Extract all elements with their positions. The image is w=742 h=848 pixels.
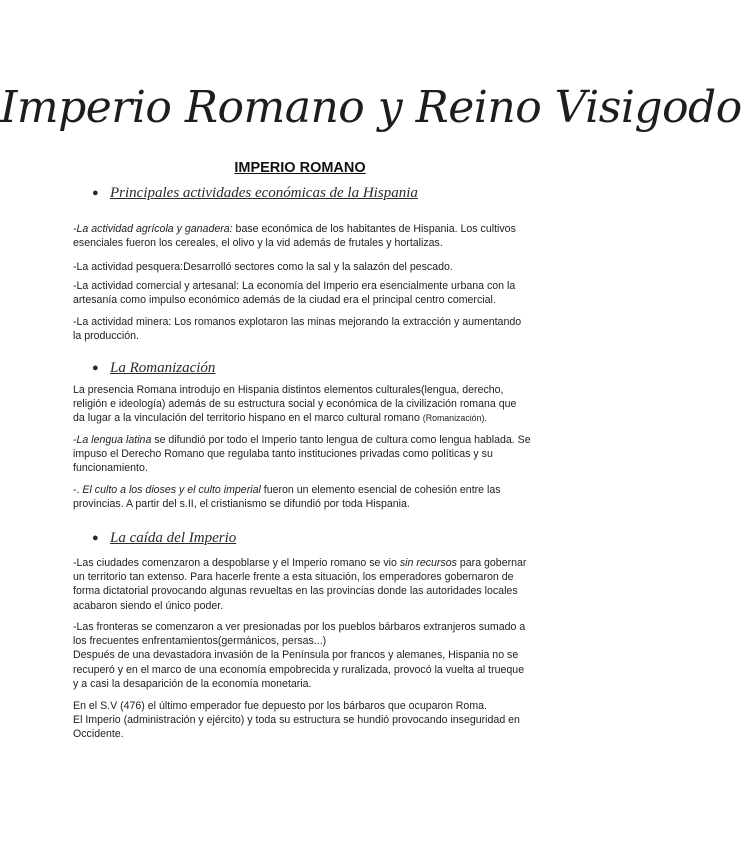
paragraph-agricola	[73, 222, 531, 250]
paragraph-culto-text: fueron un elemento esencial de cohesión entre las provincias. A partir del s.II, el cristianismo se difundió por toda Hispania.	[73, 484, 501, 511]
paragraph-fronteras-line-b: Después de una devastadora invasión de la Península por francos y alemanes, Hispania no se recuperó y en el marco de una economía empobrecida y ruralizada, provocó la vuelta al trueque y a casi la desaparición de la economía monetaria.	[73, 649, 525, 690]
paragraph-lengua-text: se difundió por todo el Imperio tanto lengua de cultura como lengua hablada. Se impuso el Derecho Romano que regulaba tanto instituciones privadas como políticas y su funcionamiento.	[73, 434, 531, 475]
paragraph-sv-line-b: El Imperio (administración y ejército) y toda su estructura se hundió provocando inseguridad en Occidente.	[73, 714, 520, 741]
bullet-icon: ●	[92, 532, 99, 544]
section-title: IMPERIO ROMANO	[234, 160, 366, 176]
paragraph-culto-prefix: -.	[73, 484, 83, 496]
paragraph-sv	[73, 699, 531, 742]
heading-actividades-text: Principales actividades económicas de la Hispania	[110, 185, 418, 201]
heading-romanizacion	[92, 360, 215, 377]
paragraph-ciudades-text-a: -Las ciudades comenzaron a despoblarse y el Imperio romano se vio	[73, 557, 400, 569]
paragraph-fronteras	[73, 620, 531, 691]
paragraph-sv-line-a: En el S.V (476) el último emperador fue depuesto por los bárbaros que ocuparon Roma.	[73, 700, 487, 712]
paragraph-fronteras-line-a: -Las fronteras se comenzaron a ver presionadas por los pueblos bárbaros extranjeros sumado a los frecuentes enfrentamientos(germánicos, persas...)	[73, 621, 526, 648]
bullet-icon: ●	[92, 187, 99, 199]
paragraph-lengua	[73, 433, 531, 476]
paragraph-agricola-text: base económica de los habitantes de Hispania. Los cultivos esenciales fueron los cereales, el olivo y la vid además de frutales y hortalizas.	[73, 223, 516, 250]
bullet-icon: ●	[92, 362, 99, 374]
paragraph-presencia	[73, 383, 531, 426]
paragraph-ciudades-em: sin recursos	[399, 557, 457, 569]
paragraph-minera: -La actividad minera: Los romanos explotaron las minas mejorando la extracción y aumentando la producción.	[73, 316, 522, 343]
paragraph-ciudades	[73, 556, 531, 613]
heading-caida	[92, 530, 236, 547]
paragraph-ciudades-text-b: para gobernar un territorio tan extenso. Para hacerle frente a esta situación, los emperadores gobernaron de forma dictatorial provocando algunas revueltas en las provincias donde las autoridades locales acabaron siendo el único poder.	[73, 557, 527, 612]
paragraph-presencia-note: (Romanización).	[422, 413, 487, 424]
paragraph-comercial: -La actividad comercial y artesanal: La economía del Imperio era esencialmente urbana con la artesanía como impulso económico además de la ciudad era el principal centro comercial.	[73, 280, 516, 307]
paragraph-culto	[73, 483, 531, 511]
paragraph-lengua-lead: -La lengua latina	[73, 434, 152, 446]
paragraph-presencia-text: La presencia Romana introdujo en Hispania distintos elementos culturales(lengua, derecho, religión e ideología) además de su estructura social y económica de la civilización romana que da lugar a la vinculación del territorio hispano en el marco cultural romano	[73, 384, 517, 425]
heading-caida-text: La caída del Imperio	[110, 530, 237, 546]
heading-actividades	[92, 185, 418, 202]
document-title: Imperio Romano y Reino Visigodo	[0, 82, 742, 133]
paragraph-culto-lead: El culto a los dioses y el culto imperial	[82, 484, 261, 496]
paragraph-pesquera: -La actividad pesquera:Desarrolló sectores como la sal y la salazón del pescado.	[73, 261, 453, 273]
heading-romanizacion-text: La Romanización	[110, 360, 216, 376]
paragraph-agricola-lead: -La actividad agrícola y ganadera:	[73, 223, 233, 235]
